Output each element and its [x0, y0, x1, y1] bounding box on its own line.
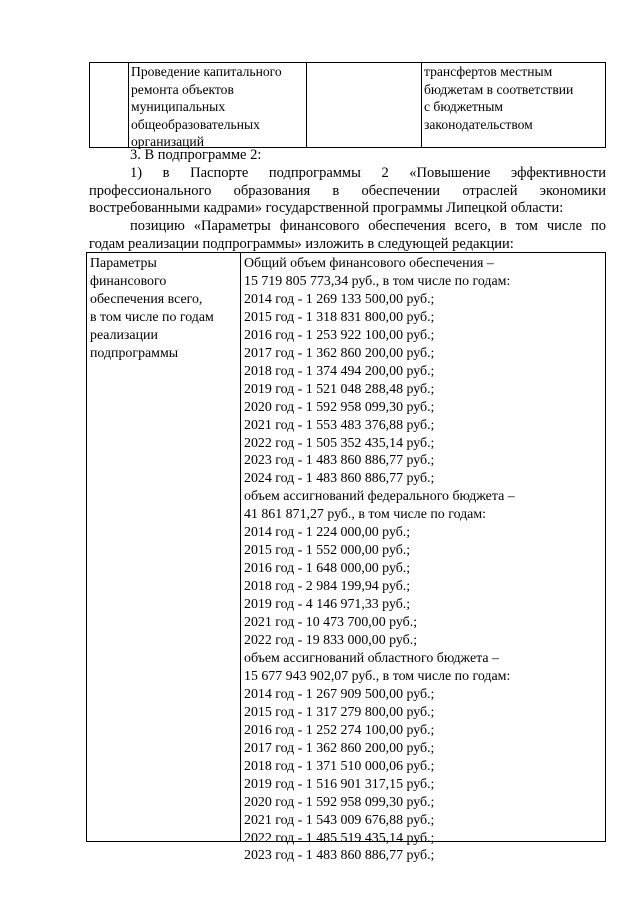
label-line: подпрограммы — [90, 345, 179, 361]
top-table-col-activity — [129, 63, 307, 150]
value-line: 2015 год - 1 318 831 800,00 руб.; — [244, 309, 435, 325]
value-line: 2019 год - 1 521 048 288,48 руб.; — [244, 381, 435, 397]
value-line: 41 861 871,27 руб., в том числе по годам: — [244, 507, 486, 523]
top-table-text-line: с бюджетным — [424, 99, 503, 115]
top-table-text-line: ремонта объектов — [131, 81, 234, 97]
top-table-fragment — [89, 62, 606, 148]
top-table-text-line: общеобразовательных — [131, 116, 260, 132]
top-table-text-line: муниципальных — [131, 99, 226, 115]
value-line: 2017 год - 1 362 860 200,00 руб.; — [244, 740, 435, 756]
financing-table-value-cell — [241, 253, 605, 864]
label-line: обеспечения всего, — [90, 291, 203, 307]
value-line: 2022 год - 19 833 000,00 руб.; — [244, 633, 418, 649]
value-line: 2022 год - 1 485 519 435,14 руб.; — [244, 830, 435, 846]
financing-table — [86, 252, 606, 864]
top-table-col-empty — [307, 63, 422, 147]
value-line: 2022 год - 1 505 352 435,14 руб.; — [244, 435, 435, 451]
label-line: в том числе по годам — [90, 309, 214, 325]
value-line: 2018 год - 2 984 199,94 руб.; — [244, 579, 411, 595]
value-line: 2021 год - 1 553 483 376,88 руб.; — [244, 417, 435, 433]
top-table-text-line: трансфертов местным — [424, 64, 553, 79]
value-line: 2023 год - 1 483 860 886,77 руб.; — [244, 848, 435, 864]
value-line: 2015 год - 1 317 279 800,00 руб.; — [244, 704, 435, 720]
value-line: 2019 год - 1 516 901 317,15 руб.; — [244, 776, 435, 792]
value-line: 2019 год - 4 146 971,33 руб.; — [244, 597, 411, 613]
top-table-text-line: организаций — [131, 134, 204, 150]
value-line: Общий объем финансового обеспечения – — [244, 256, 494, 271]
paragraph-line: 1) в Паспорте подпрограммы 2 «Повышение эффективности — [130, 165, 606, 181]
value-line: 15 677 943 902,07 руб., в том числе по годам: — [244, 668, 511, 684]
paragraph-line: позицию «Параметры финансового обеспечения всего, в том числе по — [130, 218, 606, 234]
value-line: 2020 год - 1 592 958 099,30 руб.; — [244, 794, 435, 810]
top-table-col-mechanism — [422, 63, 605, 147]
paragraph-line: профессионального образования в обеспечении отраслей экономики — [89, 183, 606, 199]
value-line: 2014 год - 1 267 909 500,00 руб.; — [244, 686, 435, 702]
label-line: Параметры — [90, 256, 157, 271]
top-table-text-line: бюджетам в соответствии — [424, 81, 574, 97]
paragraph-line: годам реализации подпрограммы» изложить в следующей редакции: — [89, 236, 514, 252]
top-table-text-line: Проведение капитального — [131, 64, 282, 79]
value-line: 15 719 805 773,34 руб., в том числе по годам: — [244, 273, 511, 289]
value-line: 2017 год - 1 362 860 200,00 руб.; — [244, 345, 435, 361]
value-line: объем ассигнований областного бюджета – — [244, 650, 499, 666]
value-line: 2021 год - 10 473 700,00 руб.; — [244, 615, 418, 631]
value-line: 2014 год - 1 224 000,00 руб.; — [244, 525, 411, 541]
value-line: 2014 год - 1 269 133 500,00 руб.; — [244, 291, 435, 307]
label-line: финансового — [90, 273, 167, 289]
label-line: реализации — [90, 327, 158, 343]
section-heading: 3. В подпрограмме 2: — [130, 147, 262, 163]
value-line: 2016 год - 1 253 922 100,00 руб.; — [244, 327, 435, 343]
value-line: 2016 год - 1 252 274 100,00 руб.; — [244, 722, 435, 738]
value-line: 2021 год - 1 543 009 676,88 руб.; — [244, 812, 435, 828]
value-line: 2023 год - 1 483 860 886,77 руб.; — [244, 453, 435, 469]
value-line: 2016 год - 1 648 000,00 руб.; — [244, 561, 411, 577]
value-line: 2015 год - 1 552 000,00 руб.; — [244, 543, 411, 559]
value-line: 2020 год - 1 592 958 099,30 руб.; — [244, 399, 435, 415]
value-line: 2024 год - 1 483 860 886,77 руб.; — [244, 471, 435, 487]
value-line: 2018 год - 1 371 510 000,06 руб.; — [244, 758, 435, 774]
value-line: 2018 год - 1 374 494 200,00 руб.; — [244, 363, 435, 379]
paragraph-line: востребованными кадрами» государственной программы Липецкой области: — [89, 200, 564, 216]
value-line: объем ассигнований федерального бюджета – — [244, 489, 515, 505]
top-table-text-line: законодательством — [424, 116, 533, 132]
top-table-col-number — [90, 63, 129, 147]
financing-table-label-cell — [87, 253, 241, 841]
